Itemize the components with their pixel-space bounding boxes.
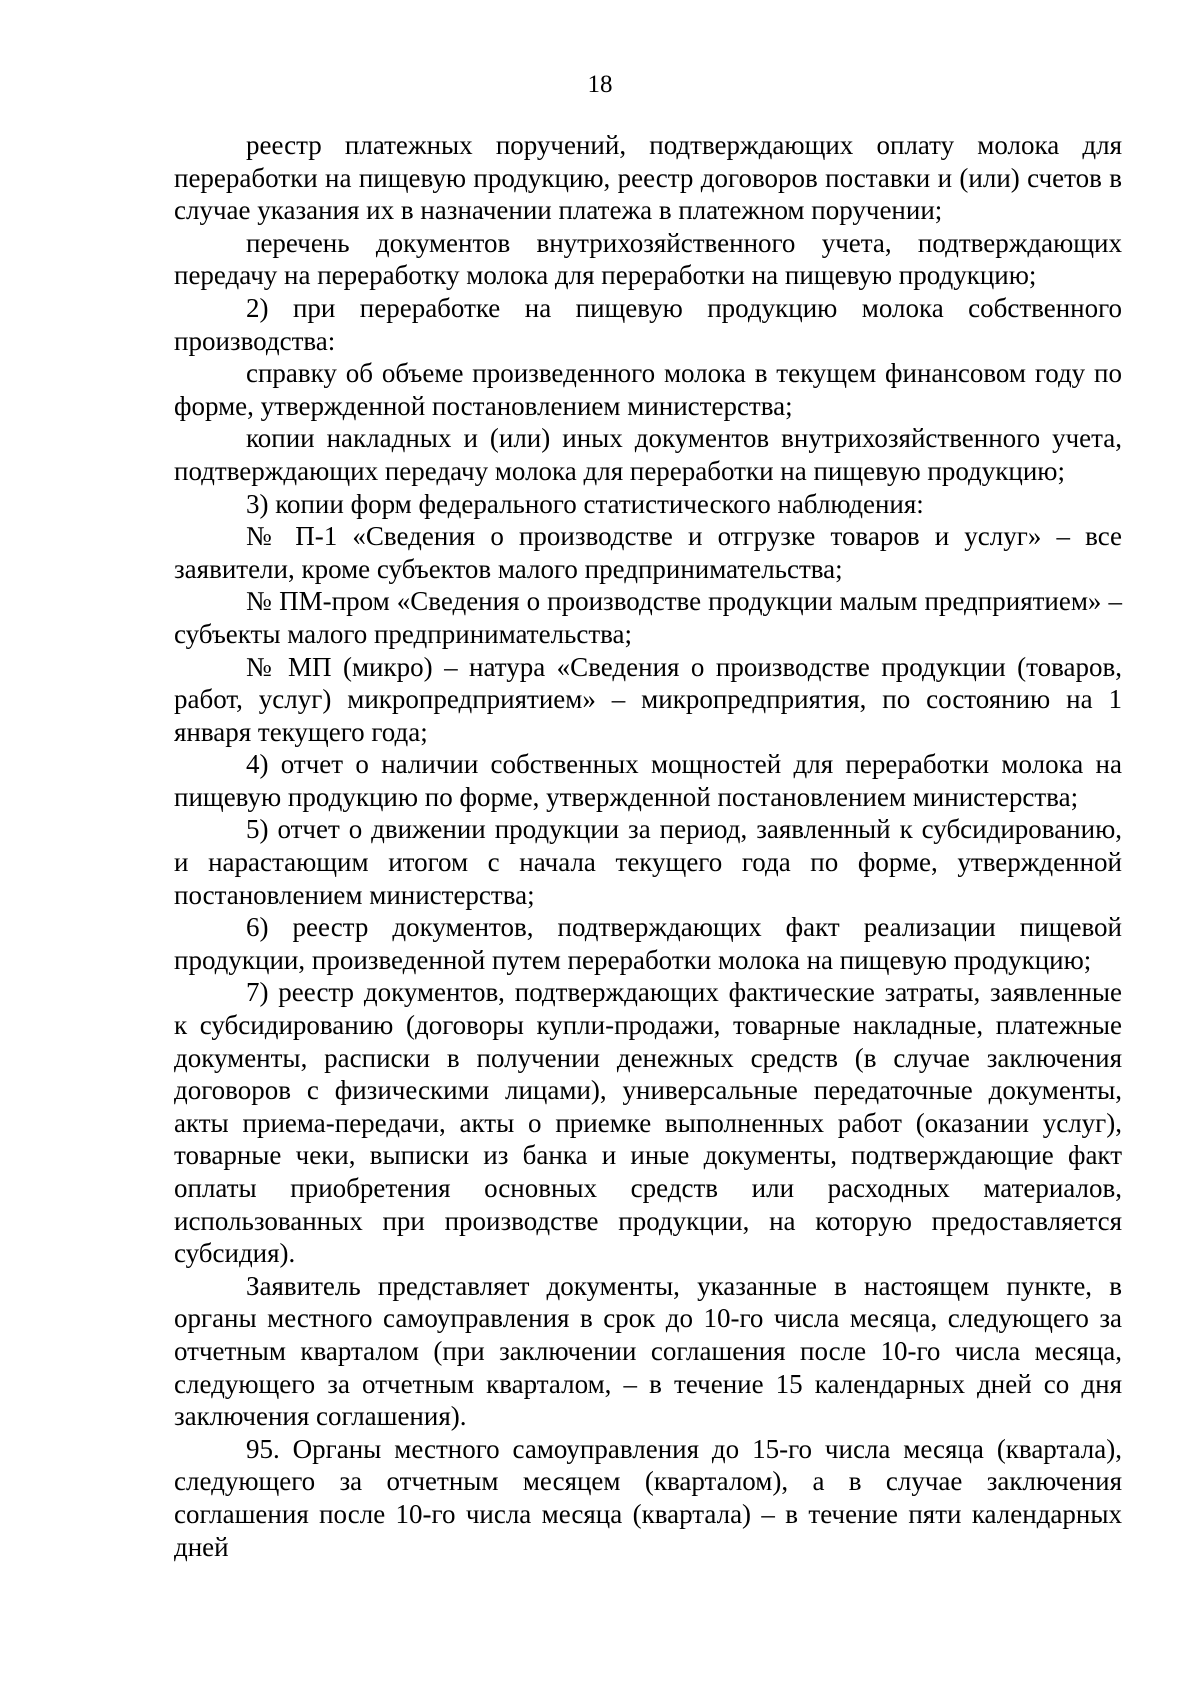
paragraph: № ПМ-пром «Сведения о производстве продукции малым предприятием» – субъекты малого предпринимательства; <box>174 586 1122 649</box>
paragraph: Заявитель представляет документы, указанные в настоящем пункте, в органы местного самоуправления в срок до 10-го числа месяца, следующего за отчетным кварталом (при заключении соглашения после 10-го числа месяца, следующего за отчетным кварталом, – в течение 15 календарных дней со дня заключения соглашения). <box>174 1270 1122 1432</box>
paragraph: № П-1 «Сведения о производстве и отгрузке товаров и услуг» – все заявители, кроме субъектов малого предпринимательства; <box>174 521 1122 584</box>
page-number: 18 <box>587 71 613 98</box>
paragraph: 4) отчет о наличии собственных мощностей для переработки молока на пищевую продукцию по форме, утвержденной постановлением министерства; <box>174 749 1122 812</box>
paragraph: реестр платежных поручений, подтверждающих оплату молока для переработки на пищевую продукцию, реестр договоров поставки и (или) счетов в случае указания их в назначении платежа в платежном поручении; <box>174 130 1122 226</box>
paragraph: справку об объеме произведенного молока в текущем финансовом году по форме, утвержденной постановлением министерства; <box>174 358 1122 421</box>
document-body <box>174 129 1122 1563</box>
paragraph: копии накладных и (или) иных документов внутрихозяйственного учета, подтверждающих передачу молока для переработки на пищевую продукцию; <box>174 423 1122 486</box>
paragraph: 95. Органы местного самоуправления до 15-го числа месяца (квартала), следующего за отчетным месяцем (кварталом), а в случае заключения соглашения после 10-го числа месяца (квартала) – в течение пяти календарных дней <box>174 1433 1122 1562</box>
paragraph: 5) отчет о движении продукции за период, заявленный к субсидированию, и нарастающим итогом с начала текущего года по форме, утвержденной постановлением министерства; <box>174 814 1122 910</box>
paragraph: перечень документов внутрихозяйственного учета, подтверждающих передачу на переработку молока для переработки на пищевую продукцию; <box>174 227 1122 291</box>
paragraph: 3) копии форм федерального статистического наблюдения: <box>246 488 924 519</box>
paragraph: 7) реестр документов, подтверждающих фактические затраты, заявленные к субсидированию (договоры купли-продажи, товарные накладные, платежные документы, расписки в получении денежных средств (в случае заключения договоров с физическими лицами), универсальные передаточные документы, акты приема-передачи, акты о приемке выполненных работ (оказании услуг), товарные чеки, выписки из банка и иные документы, подтверждающие факт оплаты приобретения основных средств или расходных материалов, использованных при производстве продукции, на которую предоставляется субсидия). <box>174 977 1122 1269</box>
paragraph: № МП (микро) – натура «Сведения о производстве продукции (товаров, работ, услуг) микропредприятием» – микропредприятия, по состоянию на 1 января текущего года; <box>174 651 1122 747</box>
paragraph: 6) реестр документов, подтверждающих факт реализации пищевой продукции, произведенной путем переработки молока на пищевую продукцию; <box>174 912 1122 975</box>
paragraph: 2) при переработке на пищевую продукцию молока собственного производства: <box>174 292 1122 356</box>
